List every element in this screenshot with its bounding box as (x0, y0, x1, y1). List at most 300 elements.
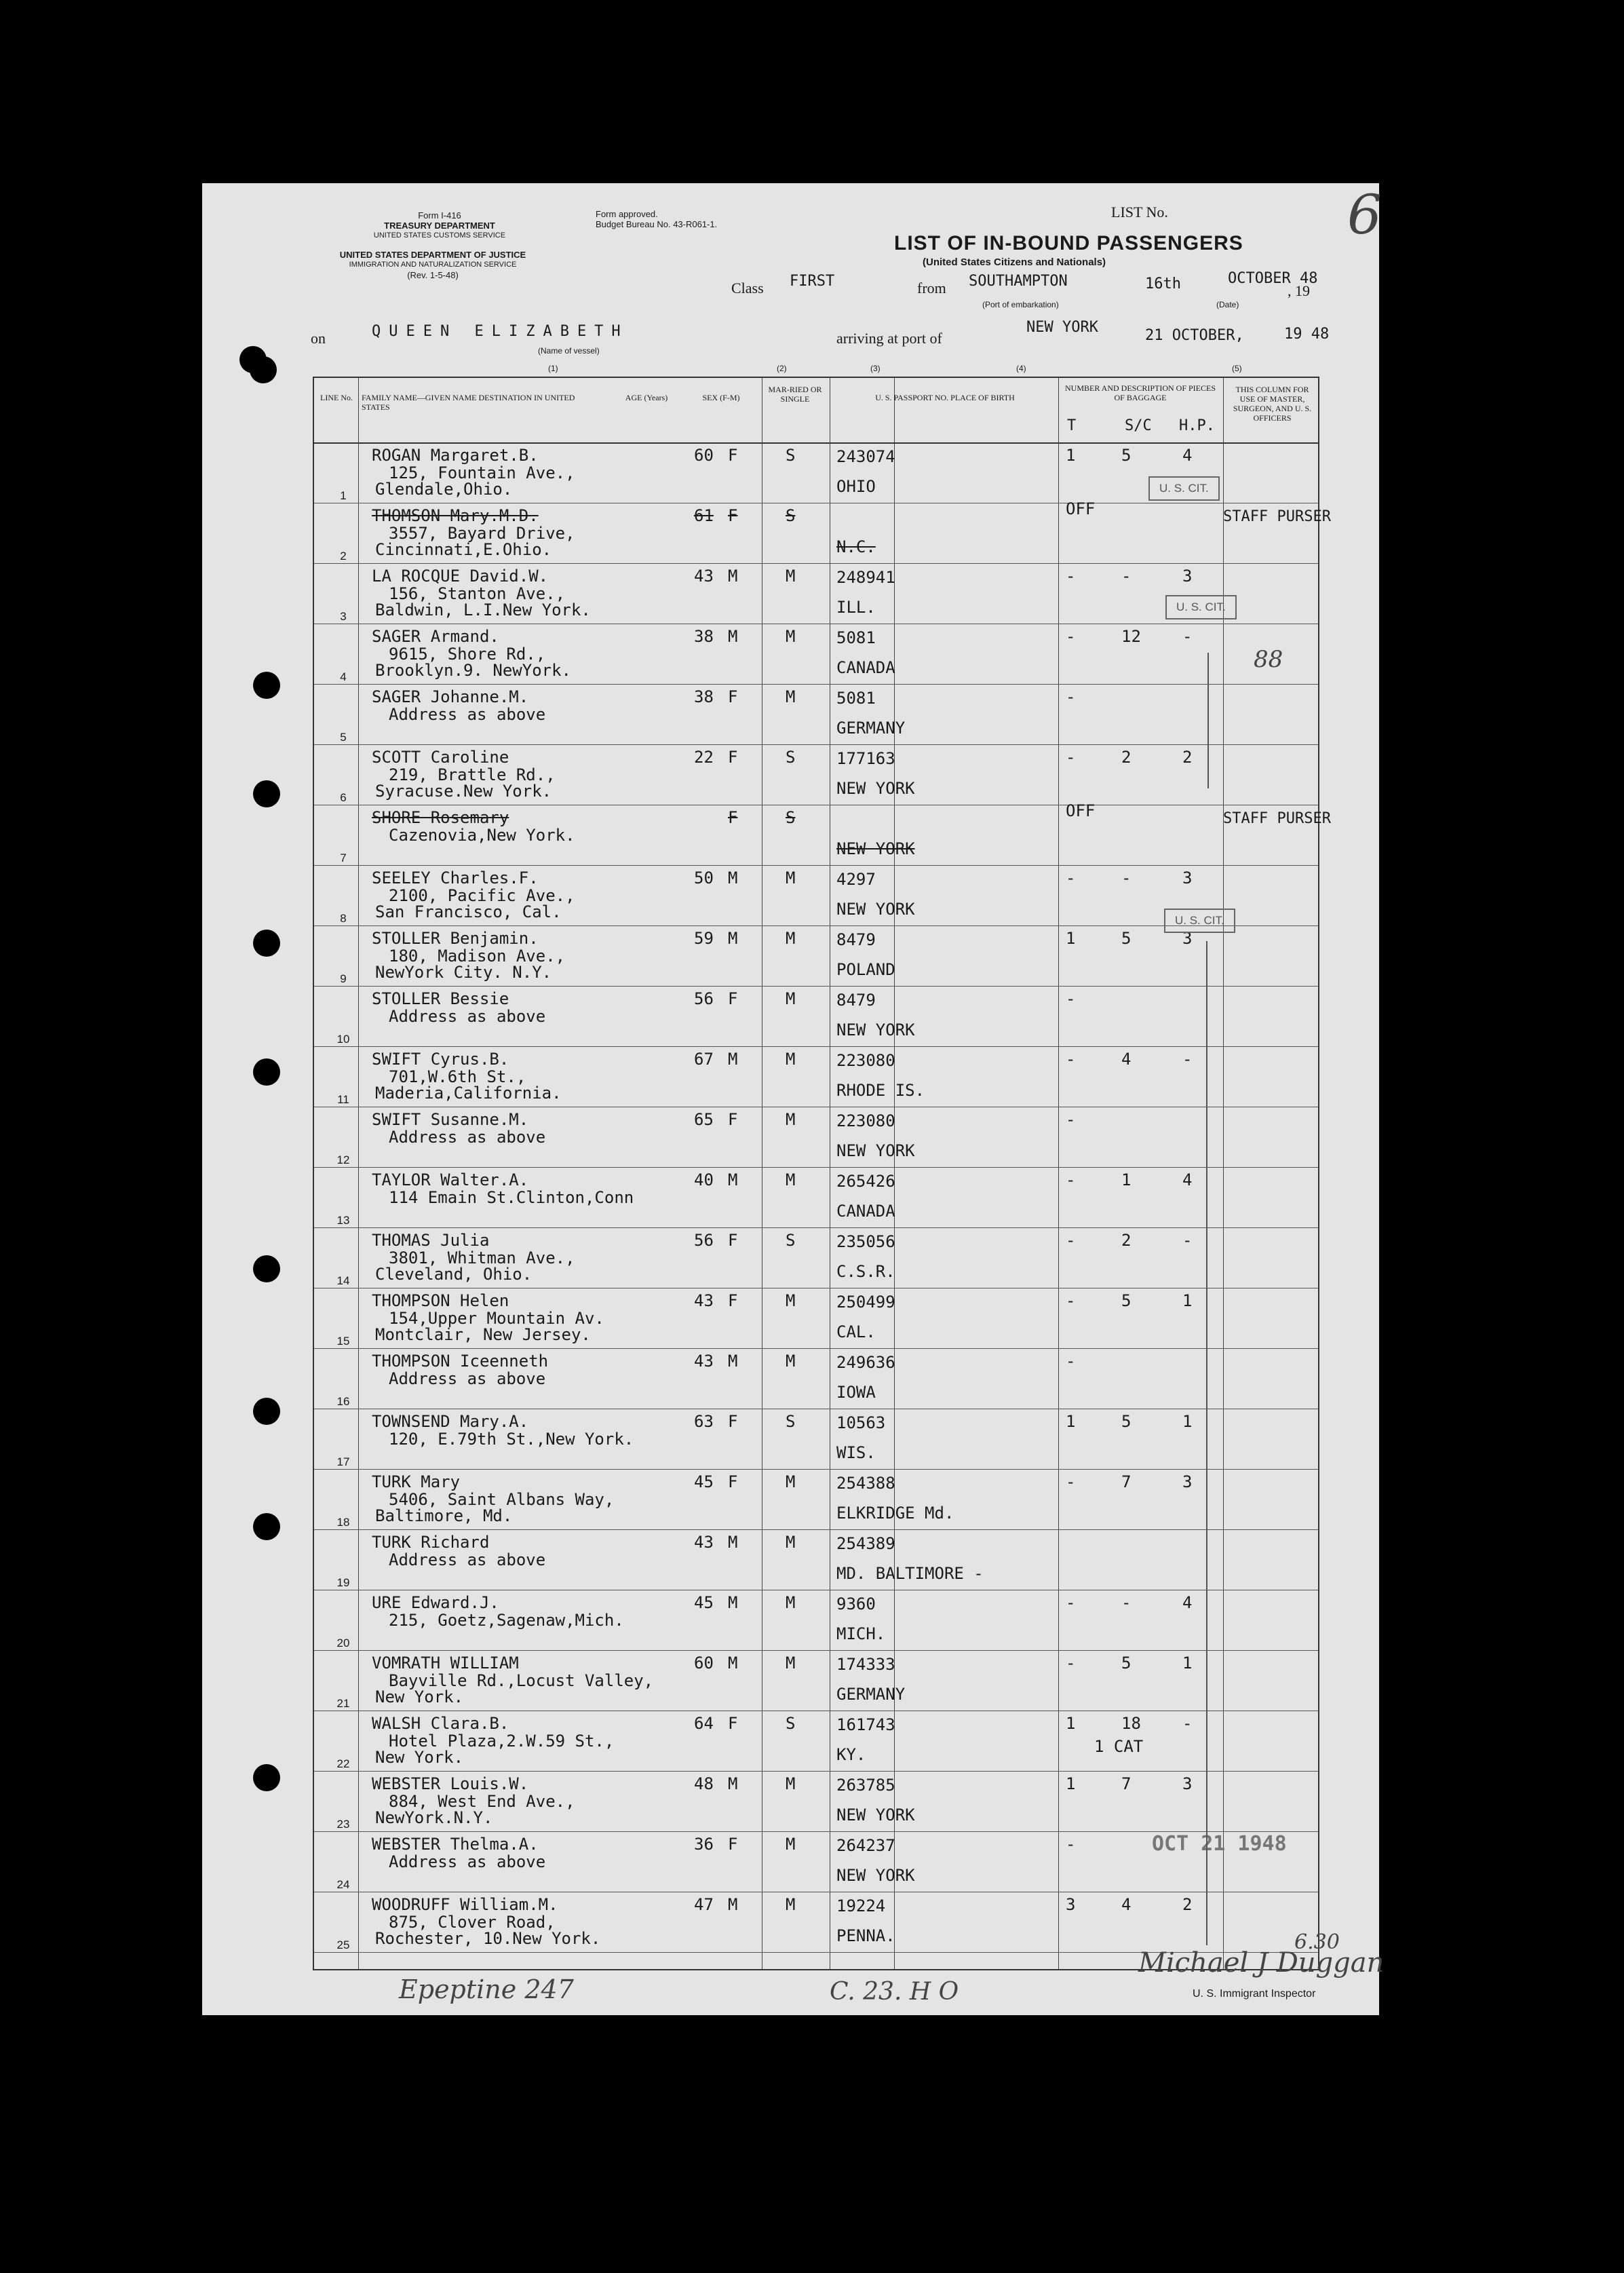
baggage-handpieces: - (1182, 627, 1193, 646)
passenger-name: STOLLER Benjamin. (372, 929, 539, 948)
line-number: 21 (336, 1697, 350, 1710)
passenger-age: 64 (694, 1714, 714, 1733)
baggage-trunks: - (1066, 989, 1076, 1008)
address-line-1: 215, Goetz,Sagenaw,Mich. (389, 1611, 624, 1630)
passenger-name: WEBSTER Thelma.A. (372, 1835, 539, 1854)
passport-number: 264237 (836, 1836, 895, 1855)
marital-status: M (786, 1291, 796, 1310)
header-sex: SEX (F-M) (702, 393, 740, 402)
address-line-2: Baltimore, Md. (375, 1506, 513, 1525)
passenger-name: TAYLOR Walter.A. (372, 1170, 529, 1189)
baggage-suitcases: 5 (1121, 446, 1132, 465)
table-row (314, 1590, 1318, 1651)
address-line-2: Brooklyn.9. NewYork. (375, 661, 571, 680)
passport-number: 177163 (836, 749, 895, 768)
passenger-name: SEELEY Charles.F. (372, 868, 539, 887)
baggage-suitcases: 2 (1121, 748, 1132, 767)
marital-status: M (786, 1472, 796, 1491)
passenger-sex: F (728, 1714, 738, 1733)
baggage-suitcases: 5 (1121, 1291, 1132, 1310)
address-line-2: Cincinnati,E.Ohio. (375, 540, 552, 559)
place-of-birth: OHIO (836, 477, 876, 496)
punch-hole (253, 1764, 280, 1791)
form-approved: Form approved. (596, 209, 658, 219)
passenger-name: THOMAS Julia (372, 1231, 490, 1250)
baggage-trunks: 3 (1066, 1895, 1076, 1914)
passenger-name: TURK Mary (372, 1472, 461, 1491)
marital-status: M (786, 1774, 796, 1793)
passenger-name: SAGER Johanne.M. (372, 687, 529, 706)
place-of-birth: CANADA (836, 658, 895, 677)
table-row (314, 1167, 1318, 1228)
place-of-birth: WIS. (836, 1443, 876, 1462)
table-row (314, 1529, 1318, 1590)
col-index-4: (4) (1016, 364, 1026, 373)
line-number: 16 (336, 1395, 350, 1408)
baggage-trunks: - (1066, 1472, 1076, 1491)
address-line-2: Cleveland, Ohio. (375, 1265, 533, 1284)
baggage-trunks: - (1066, 687, 1076, 706)
form-number: Form I-416 (418, 210, 461, 221)
passenger-sex: F (728, 1835, 738, 1854)
place-of-birth: NEW YORK (836, 900, 915, 919)
place-of-birth: GERMANY (836, 719, 906, 738)
address-line-1: Address as above (389, 705, 546, 724)
line-number: 24 (336, 1878, 350, 1891)
header-marital: MAR-RIED OR SINGLE (768, 385, 822, 404)
line-number: 18 (336, 1516, 350, 1529)
embark-month: OCTOBER 48 (1228, 270, 1318, 287)
col-index-3: (3) (870, 364, 881, 373)
marital-status: M (786, 868, 796, 887)
inspector-caption: U. S. Immigrant Inspector (1193, 1988, 1316, 2000)
passenger-sex: M (728, 1593, 738, 1612)
passport-number: 263785 (836, 1776, 895, 1795)
baggage-trunks: - (1066, 1231, 1076, 1250)
address-line-1: Address as above (389, 1128, 546, 1147)
passenger-age: 67 (694, 1050, 714, 1069)
marital-status: M (786, 929, 796, 948)
baggage-handpieces: 1 (1182, 1291, 1193, 1310)
marital-status: M (786, 1835, 796, 1854)
passport-number: 265426 (836, 1172, 895, 1191)
passport-number: 5081 (836, 689, 876, 708)
line-number: 25 (336, 1938, 350, 1951)
col-index-2: (2) (777, 364, 787, 373)
baggage-trunks: OFF (1066, 499, 1096, 518)
address-line-1: 875, Clover Road, (389, 1913, 556, 1932)
baggage-trunks: - (1066, 748, 1076, 767)
us-cit-stamp: U. S. CIT. (1165, 595, 1237, 619)
line-number: 1 (340, 489, 347, 502)
line-number: 12 (336, 1153, 350, 1166)
baggage-trunks: - (1066, 1291, 1076, 1310)
table-row (314, 1227, 1318, 1288)
punch-hole (253, 780, 280, 807)
baggage-trunks: 1 (1066, 1412, 1076, 1431)
address-line-1: 3801, Whitman Ave., (389, 1248, 575, 1267)
passenger-age: 63 (694, 1412, 714, 1431)
place-of-birth: RHODE IS. (836, 1081, 925, 1100)
passenger-name: WEBSTER Louis.W. (372, 1774, 529, 1793)
baggage-handpieces: 3 (1182, 567, 1193, 586)
passenger-age: 45 (694, 1593, 714, 1612)
customs-service: UNITED STATES CUSTOMS SERVICE (373, 231, 506, 240)
handwritten-time: 6.30 (1294, 1930, 1340, 1954)
passport-number: 223080 (836, 1051, 895, 1070)
passenger-name: STOLLER Bessie (372, 989, 509, 1008)
baggage-trunks: 1 (1066, 1774, 1076, 1793)
table-row (314, 624, 1318, 685)
line-number: 14 (336, 1274, 350, 1287)
baggage-handpieces: 3 (1182, 929, 1193, 948)
passenger-name: THOMPSON Iceenneth (372, 1352, 549, 1371)
address-line-2: Glendale,Ohio. (375, 480, 513, 499)
line-number: 6 (340, 791, 347, 804)
passenger-sex: F (728, 1472, 738, 1491)
header-passport: U. S. PASSPORT NO. PLACE OF BIRTH (875, 393, 1015, 402)
baggage-suitcases: - (1121, 567, 1132, 586)
row-note: STAFF PURSER (1223, 508, 1331, 525)
marital-status: M (786, 1170, 796, 1189)
line-number: 20 (336, 1637, 350, 1649)
place-of-birth: GERMANY (836, 1685, 906, 1704)
marital-status: M (786, 627, 796, 646)
passenger-sex: F (728, 1291, 738, 1310)
passenger-sex: F (728, 808, 738, 827)
passenger-sex: M (728, 1352, 738, 1371)
place-of-birth: NEW YORK (836, 779, 915, 798)
address-line-1: 125, Fountain Ave., (389, 463, 575, 482)
passenger-age: 38 (694, 627, 714, 646)
line-number: 8 (340, 912, 347, 925)
baggage-suitcases: - (1121, 1593, 1132, 1612)
line-number: 4 (340, 670, 347, 683)
address-line-1: 154,Upper Mountain Av. (389, 1309, 604, 1328)
line-number: 9 (340, 972, 347, 985)
passenger-sex: F (728, 446, 738, 465)
table-row (314, 1650, 1318, 1711)
passenger-name: WALSH Clara.B. (372, 1714, 509, 1733)
form-header-left (365, 210, 514, 241)
passenger-sex: M (728, 1533, 738, 1552)
table-row (314, 1771, 1318, 1832)
form-approval (596, 209, 772, 229)
passenger-name: SAGER Armand. (372, 627, 499, 646)
passport-number: 254389 (836, 1534, 895, 1553)
arriving-label: arriving at port of (836, 330, 942, 347)
place-of-birth: PENNA. (836, 1926, 895, 1945)
passport-number: 4297 (836, 870, 876, 889)
arrival-port: NEW YORK (1026, 319, 1098, 336)
table-header (314, 378, 1318, 444)
passenger-age: 48 (694, 1774, 714, 1793)
passenger-name: SCOTT Caroline (372, 748, 509, 767)
address-line-2: NewYork City. N.Y. (375, 963, 552, 982)
passenger-sex: F (728, 1110, 738, 1129)
handwritten-note-left: Epeptine 247 (399, 1974, 574, 2004)
passenger-name: ROGAN Margaret.B. (372, 446, 539, 465)
baggage-suitcases: 7 (1121, 1472, 1132, 1491)
passenger-sex: F (728, 989, 738, 1008)
place-of-birth: NEW YORK (836, 1020, 915, 1039)
punch-hole (253, 672, 280, 699)
address-line-1: Address as above (389, 1007, 546, 1026)
address-line-1: 114 Emain St.Clinton,Conn (389, 1188, 634, 1207)
baggage-handpieces: 2 (1182, 748, 1193, 767)
list-no-label: LIST No. (1111, 204, 1168, 221)
marital-status: M (786, 1654, 796, 1673)
baggage-trunks: - (1066, 868, 1076, 887)
baggage-handpieces: 3 (1182, 1472, 1193, 1491)
baggage-suitcases: 5 (1121, 1654, 1132, 1673)
baggage-suitcases: 4 (1121, 1050, 1132, 1069)
address-line-1: Cazenovia,New York. (389, 826, 575, 845)
line-number: 22 (336, 1757, 350, 1770)
marital-status: S (786, 1231, 796, 1250)
passport-number: 250499 (836, 1293, 895, 1312)
passenger-age: 60 (694, 446, 714, 465)
passenger-age: 56 (694, 1231, 714, 1250)
place-of-birth: ELKRIDGE Md. (836, 1504, 954, 1523)
marital-status: M (786, 1352, 796, 1371)
passenger-sex: M (728, 1654, 738, 1673)
place-of-birth: N.C. (836, 537, 876, 556)
place-of-birth: MD. BALTIMORE - (836, 1564, 984, 1583)
header-bag-sc: S/C (1125, 417, 1152, 434)
table-row (314, 1288, 1318, 1349)
list-no-handwritten: 6 (1347, 183, 1382, 246)
address-line-2: Montclair, New Jersey. (375, 1325, 591, 1344)
passport-number: 235056 (836, 1232, 895, 1251)
header-bag-t: T (1067, 417, 1077, 434)
class-label: Class (731, 280, 764, 297)
table-row (314, 684, 1318, 745)
baggage-suitcases: 18 (1121, 1714, 1141, 1733)
address-line-1: Address as above (389, 1369, 546, 1388)
baggage-handpieces: 4 (1182, 1170, 1193, 1189)
arrival-date: 21 OCTOBER, (1145, 327, 1244, 344)
passenger-name: TURK Richard (372, 1533, 490, 1552)
address-line-2: Maderia,California. (375, 1084, 562, 1103)
baggage-suitcases: - (1121, 868, 1132, 887)
col-index-5: (5) (1232, 364, 1242, 373)
passenger-age: 50 (694, 868, 714, 887)
place-of-birth: NEW YORK (836, 839, 915, 858)
passenger-name: SWIFT Cyrus.B. (372, 1050, 509, 1069)
baggage-handpieces: 4 (1182, 1593, 1193, 1612)
line-number: 17 (336, 1455, 350, 1468)
table-row (314, 801, 1331, 866)
inspector-signature: Michael J Duggan (1138, 1947, 1385, 1979)
table-row (314, 1348, 1318, 1409)
header-officers: THIS COLUMN FOR USE OF MASTER, SURGEON, AND U. S. OFFICERS (1233, 385, 1312, 423)
header-name: FAMILY NAME—GIVEN NAME DESTINATION IN UNITED STATES (362, 393, 575, 412)
baggage-handpieces: - (1182, 1714, 1193, 1733)
address-line-1: Address as above (389, 1852, 546, 1871)
passport-number: 174333 (836, 1655, 895, 1674)
from-label: from (917, 280, 946, 297)
baggage-trunks: - (1066, 1170, 1076, 1189)
pencil-line (1207, 653, 1209, 788)
place-of-birth: CANADA (836, 1202, 895, 1221)
embark-caption: (Port of embarkation) (982, 300, 1059, 309)
marital-status: S (786, 808, 796, 827)
table-row (314, 1711, 1318, 1772)
place-of-birth: MICH. (836, 1624, 886, 1643)
baggage-suitcases: 4 (1121, 1895, 1132, 1914)
baggage-suitcases: 1 (1121, 1170, 1132, 1189)
line-number: 23 (336, 1818, 350, 1831)
handwritten-count: 88 (1254, 646, 1283, 673)
table-row (314, 1107, 1318, 1168)
passport-number: 10563 (836, 1413, 886, 1432)
passport-number: 19224 (836, 1896, 886, 1915)
place-of-birth: IOWA (836, 1383, 876, 1402)
row-note: 1 CAT (1094, 1737, 1144, 1756)
passenger-sex: M (728, 1170, 738, 1189)
punch-hole (253, 930, 280, 957)
line-number: 3 (340, 610, 347, 623)
table-row (314, 499, 1331, 564)
on-label: on (311, 330, 326, 347)
passport-number: 223080 (836, 1111, 895, 1130)
passenger-sex: M (728, 627, 738, 646)
baggage-trunks: 1 (1066, 1714, 1076, 1733)
passport-number: 243074 (836, 447, 895, 466)
place-of-birth: C.S.R. (836, 1262, 895, 1281)
revision: (Rev. 1-5-48) (407, 270, 459, 280)
marital-status: M (786, 1110, 796, 1129)
baggage-trunks: OFF (1066, 801, 1096, 820)
passenger-name: THOMSON Mary.M.D. (372, 506, 539, 525)
passenger-name: TOWNSEND Mary.A. (372, 1412, 529, 1431)
passport-number: 5081 (836, 628, 876, 647)
header-age: AGE (Years) (625, 393, 668, 402)
baggage-trunks: - (1066, 627, 1076, 646)
embark-date: 16th (1145, 275, 1181, 292)
passport-number: 8479 (836, 991, 876, 1010)
address-line-2: Rochester, 10.New York. (375, 1929, 601, 1948)
ins-service: IMMIGRATION AND NATURALIZATION SERVICE (349, 261, 517, 269)
baggage-trunks: - (1066, 1654, 1076, 1673)
passenger-age: 65 (694, 1110, 714, 1129)
marital-status: M (786, 1895, 796, 1914)
vessel-caption: (Name of vessel) (538, 346, 600, 356)
baggage-handpieces: 1 (1182, 1654, 1193, 1673)
punch-hole (250, 356, 277, 383)
manifest-page (202, 183, 1385, 2015)
budget-bureau: Budget Bureau No. 43-R061-1. (596, 219, 718, 229)
baggage-suitcases: 7 (1121, 1774, 1132, 1793)
line-number: 15 (336, 1335, 350, 1348)
address-line-1: Bayville Rd.,Locust Valley, (389, 1671, 654, 1690)
header-baggage: NUMBER AND DESCRIPTION OF PIECES OF BAGGAGE (1064, 383, 1216, 402)
passenger-sex: F (728, 687, 738, 706)
date-caption: (Date) (1216, 300, 1239, 309)
marital-status: M (786, 567, 796, 586)
address-line-1: 9615, Shore Rd., (389, 645, 546, 664)
passport-number: 248941 (836, 568, 895, 587)
passenger-age: 60 (694, 1654, 714, 1673)
passenger-age: 61 (694, 506, 714, 525)
punch-hole (253, 1513, 280, 1540)
passenger-sex: F (728, 506, 738, 525)
line-number: 19 (336, 1576, 350, 1589)
address-line-2: Baldwin, L.I.New York. (375, 600, 591, 619)
row-note: STAFF PURSER (1223, 810, 1331, 827)
passenger-sex: M (728, 1774, 738, 1793)
passenger-age: 43 (694, 1352, 714, 1371)
passenger-sex: M (728, 1895, 738, 1914)
address-line-2: NewYork.N.Y. (375, 1808, 493, 1827)
punch-hole (253, 1058, 280, 1086)
passenger-age: 38 (694, 687, 714, 706)
baggage-handpieces: 3 (1182, 868, 1193, 887)
address-line-1: 884, West End Ave., (389, 1792, 575, 1811)
baggage-trunks: - (1066, 567, 1076, 586)
baggage-suitcases: 5 (1121, 1412, 1132, 1431)
page-title: LIST OF IN-BOUND PASSENGERS (894, 232, 1243, 254)
passenger-sex: M (728, 567, 738, 586)
date-stamp: OCT 21 1948 (1152, 1832, 1287, 1856)
marital-status: S (786, 446, 796, 465)
embarkation-port: SOUTHAMPTON (969, 273, 1068, 290)
passenger-age: 56 (694, 989, 714, 1008)
passenger-age: 22 (694, 748, 714, 767)
arrival-year: 19 48 (1284, 326, 1330, 343)
handwritten-note-mid: C. 23. H O (830, 1978, 959, 2006)
passenger-sex: F (728, 1412, 738, 1431)
passenger-name: WOODRUFF William.M. (372, 1895, 558, 1914)
place-of-birth: POLAND (836, 960, 895, 979)
baggage-trunks: 1 (1066, 929, 1076, 948)
passport-number: 9360 (836, 1594, 876, 1613)
line-number: 5 (340, 731, 347, 744)
passenger-name: SWIFT Susanne.M. (372, 1110, 529, 1129)
passenger-name: SHORE Rosemary (372, 808, 509, 827)
passenger-sex: M (728, 929, 738, 948)
year-prefix: , 19 (1288, 282, 1310, 299)
baggage-suitcases: 2 (1121, 1231, 1132, 1250)
address-line-1: 180, Madison Ave., (389, 947, 566, 966)
treasury-dept: TREASURY DEPARTMENT (384, 221, 495, 231)
header-line-no: LINE No. (320, 393, 353, 402)
passenger-sex: F (728, 748, 738, 767)
marital-status: M (786, 1050, 796, 1069)
address-line-2: New York. (375, 1748, 464, 1767)
passport-number: 8479 (836, 930, 876, 949)
baggage-trunks: - (1066, 1050, 1076, 1069)
passport-number: 249636 (836, 1353, 895, 1372)
passport-number: 254388 (836, 1474, 895, 1493)
justice-dept: UNITED STATES DEPARTMENT OF JUSTICE (339, 250, 526, 260)
passenger-name: LA ROCQUE David.W. (372, 567, 549, 586)
class-value: FIRST (790, 273, 835, 290)
marital-status: M (786, 989, 796, 1008)
baggage-handpieces: - (1182, 1231, 1193, 1250)
line-number: 2 (340, 550, 347, 562)
baggage-trunks: - (1066, 1110, 1076, 1129)
passenger-age: 47 (694, 1895, 714, 1914)
baggage-trunks: 1 (1066, 446, 1076, 465)
place-of-birth: NEW YORK (836, 1141, 915, 1160)
passenger-age: 36 (694, 1835, 714, 1854)
us-cit-stamp: U. S. CIT. (1148, 476, 1220, 501)
table-row (314, 1046, 1318, 1107)
address-line-1: 219, Brattle Rd., (389, 765, 556, 784)
passenger-name: THOMPSON Helen (372, 1291, 509, 1310)
